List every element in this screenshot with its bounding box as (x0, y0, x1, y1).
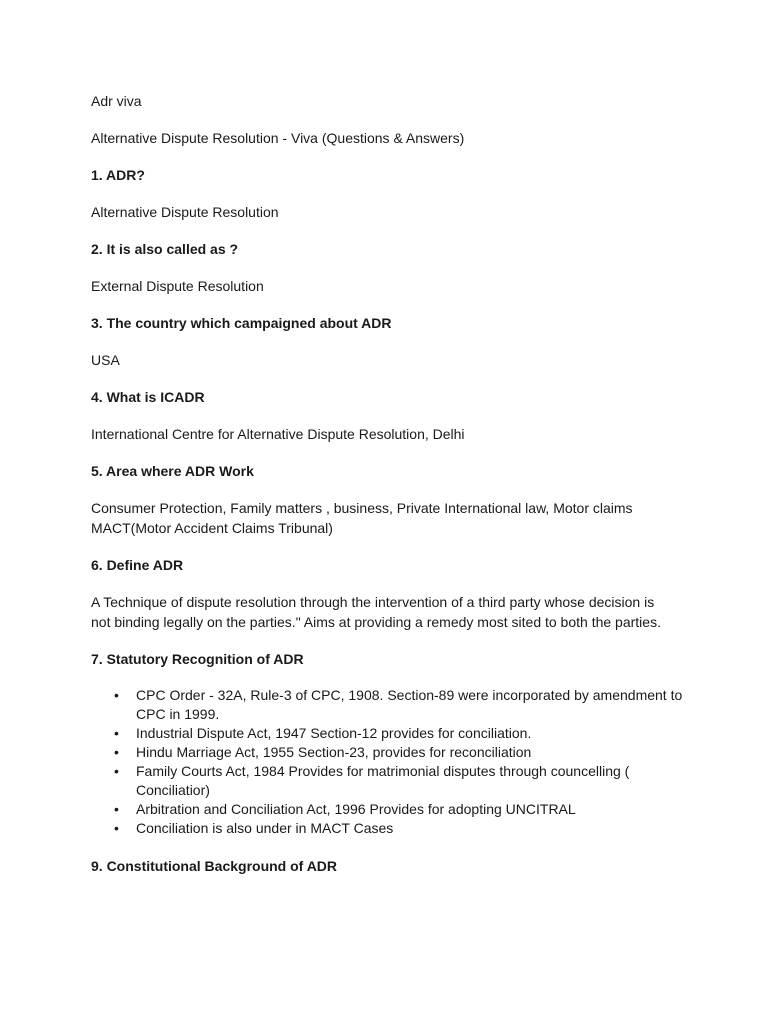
answer-2: External Dispute Resolution (91, 278, 264, 294)
question-9: 9. Constitutional Background of ADR (91, 858, 338, 874)
answer-1: Alternative Dispute Resolution (91, 204, 279, 220)
list-item (91, 819, 686, 838)
question-3: 3. The country which campaigned about ADR (91, 315, 392, 331)
list-item-text: Industrial Dispute Act, 1947 Section-12 provides for conciliation. (136, 725, 532, 741)
list-item-text: Arbitration and Conciliation Act, 1996 Provides for adopting UNCITRAL (136, 801, 576, 817)
document-title: Adr viva (91, 93, 142, 109)
document-subtitle: Alternative Dispute Resolution - Viva (Questions & Answers) (91, 130, 465, 146)
answer-5: Consumer Protection, Family matters , business, Private International law, Motor claims MACT(Motor Accident Claims Tribunal) (91, 500, 633, 536)
answer-4: International Centre for Alternative Dispute Resolution, Delhi (91, 426, 465, 442)
list-item (91, 724, 686, 743)
statutory-list (91, 686, 686, 838)
bullet-icon: • (114, 744, 119, 760)
bullet-icon: • (114, 763, 119, 779)
bullet-icon: • (114, 801, 119, 817)
list-item (91, 762, 686, 800)
question-1: 1. ADR? (91, 167, 145, 183)
answer-3: USA (91, 352, 120, 368)
list-item-text: Hindu Marriage Act, 1955 Section-23, provides for reconciliation (136, 744, 532, 760)
list-item (91, 800, 686, 819)
question-6: 6. Define ADR (91, 557, 184, 573)
question-4: 4. What is ICADR (91, 389, 205, 405)
question-5: 5. Area where ADR Work (91, 463, 254, 479)
bullet-icon: • (114, 687, 119, 703)
question-7: 7. Statutory Recognition of ADR (91, 651, 304, 667)
answer-6: A Technique of dispute resolution through the intervention of a third party whose decision is not binding legally on the parties." Aims at providing a remedy most sited to both the parties. (91, 594, 661, 630)
list-item-text: CPC Order - 32A, Rule-3 of CPC, 1908. Section-89 were incorporated by amendment to CPC in 1999. (136, 687, 683, 722)
list-item-text: Family Courts Act, 1984 Provides for matrimonial disputes through councelling ( Conciliatior) (136, 763, 630, 798)
bullet-icon: • (114, 725, 119, 741)
list-item (91, 743, 686, 762)
question-2: 2. It is also called as ? (91, 241, 239, 257)
list-item-text: Conciliation is also under in MACT Cases (136, 820, 394, 836)
bullet-icon: • (114, 820, 119, 836)
list-item (91, 686, 686, 724)
